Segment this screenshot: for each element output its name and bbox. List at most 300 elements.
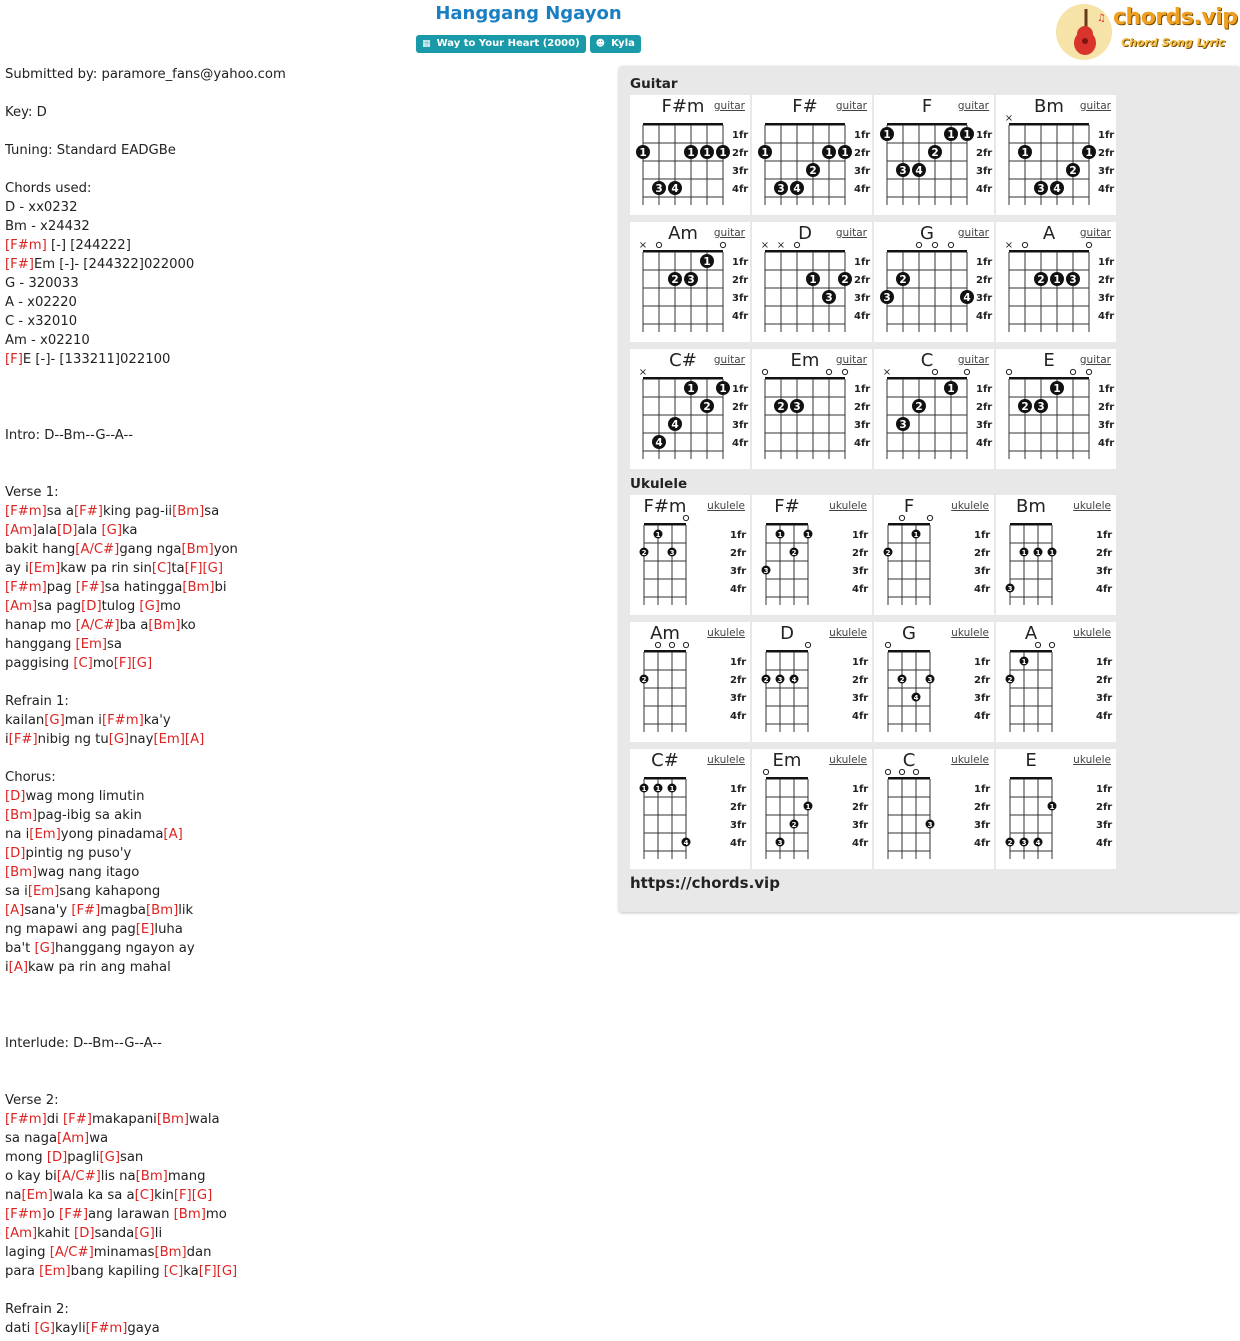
lyric-text: i <box>5 732 9 747</box>
instrument-link[interactable]: guitar <box>957 227 989 239</box>
fret-label: 4fr <box>974 711 991 722</box>
lyric-text: kayli <box>55 1321 86 1336</box>
chord-marker[interactable]: [F] <box>173 1188 192 1203</box>
lyric-line <box>5 141 605 160</box>
fret-label: 4fr <box>1098 311 1115 322</box>
finger-dot <box>668 272 682 286</box>
chord-marker[interactable]: [Bm] <box>182 580 215 595</box>
fret-label: 3fr <box>1096 566 1113 577</box>
lyric-line <box>5 882 605 901</box>
lyric-line <box>5 1072 605 1091</box>
lyric-text: wag mong limutin <box>25 789 145 804</box>
chord-marker[interactable]: [G] <box>134 1226 155 1241</box>
chord-marker[interactable]: [A] <box>5 903 25 918</box>
chord-marker[interactable]: [Bm] <box>135 1169 168 1184</box>
guitar-chord-card[interactable] <box>630 349 750 469</box>
ukulele-chord-card[interactable] <box>630 749 750 869</box>
svg-text:2: 2 <box>763 676 769 684</box>
chord-marker[interactable]: [F#m] <box>85 1321 128 1336</box>
lyric-text: mang <box>167 1169 206 1184</box>
finger-dot <box>880 127 894 141</box>
finger-dot <box>1050 181 1064 195</box>
fret-label: 1fr <box>1098 257 1115 268</box>
ukulele-chord-card[interactable] <box>630 495 750 615</box>
instrument-link[interactable]: guitar <box>713 100 745 112</box>
guitar-chord-card[interactable] <box>630 222 750 342</box>
lyric-text: ang larawan <box>87 1207 174 1222</box>
chord-marker[interactable]: [Bm] <box>156 1112 190 1127</box>
chord-marker[interactable]: [F#m] <box>5 1207 47 1222</box>
chord-name: Em <box>772 750 802 771</box>
ukulele-chord-card[interactable] <box>752 495 872 615</box>
fret-label: 3fr <box>732 166 749 177</box>
finger-dot <box>776 675 785 685</box>
fret-label: 4fr <box>730 838 747 849</box>
chord-marker[interactable]: [C] <box>163 1264 184 1279</box>
fret-label: 2fr <box>732 402 749 413</box>
svg-text:1: 1 <box>761 147 769 159</box>
fret-label: 3fr <box>730 566 747 577</box>
svg-text:3: 3 <box>899 419 907 431</box>
ukulele-chord-card[interactable] <box>630 622 750 742</box>
chord-marker[interactable]: [G] <box>191 1188 213 1203</box>
finger-dot <box>668 784 677 794</box>
chord-marker[interactable]: [G] <box>34 1321 55 1336</box>
chord-marker[interactable]: [D] <box>57 523 78 538</box>
chord-marker[interactable]: [D] <box>74 1226 95 1241</box>
svg-text:×: × <box>776 240 786 251</box>
guitar-section-title: Guitar <box>630 76 678 92</box>
fret-label: 4fr <box>730 584 747 595</box>
lyric-text: Submitted by: paramore_fans@yahoo.com <box>5 67 286 82</box>
chord-marker[interactable]: [F#] <box>63 1112 92 1127</box>
lyric-text: yon <box>213 542 238 557</box>
site-logo[interactable] <box>1055 3 1238 61</box>
ukulele-chord-card[interactable] <box>874 622 994 742</box>
chord-name: Em <box>790 350 820 371</box>
lyric-text: ba a <box>119 618 149 633</box>
lyric-line <box>5 616 605 635</box>
lyric-line <box>5 312 605 331</box>
chord-marker[interactable]: [E] <box>135 922 155 937</box>
chord-marker[interactable]: [F#] <box>5 257 34 272</box>
lyric-line <box>5 559 605 578</box>
chord-marker[interactable]: [G] <box>139 599 160 614</box>
chord-marker[interactable]: [F#] <box>75 580 105 595</box>
chord-marker[interactable]: [C] <box>73 656 93 671</box>
lyric-line <box>5 84 605 103</box>
lyric-text: D - xx0232 <box>5 200 78 215</box>
lyric-text: [-] [244222] <box>46 238 131 253</box>
lyric-text: sa i <box>5 884 28 899</box>
chord-marker[interactable]: [Em] <box>21 1188 53 1203</box>
lyric-line <box>5 160 605 179</box>
lyric-text: minamas <box>93 1245 155 1260</box>
chord-marker[interactable]: [Em] <box>39 1264 71 1279</box>
chord-marker[interactable]: [Em] <box>27 884 60 899</box>
guitar-chord-card[interactable] <box>752 95 872 215</box>
chord-marker[interactable]: [Am] <box>5 599 38 614</box>
lyric-line <box>5 198 605 217</box>
chord-marker[interactable]: [Bm] <box>148 618 181 633</box>
instrument-link[interactable]: guitar <box>713 354 745 366</box>
chord-marker[interactable]: [Em] <box>153 732 185 747</box>
fret-label: 1fr <box>852 784 869 795</box>
ukulele-chord-card[interactable] <box>996 749 1116 869</box>
lyric-text: man i <box>64 713 102 728</box>
svg-text:1: 1 <box>883 129 891 141</box>
fret-label: 2fr <box>852 548 869 559</box>
svg-text:2: 2 <box>809 165 817 177</box>
lyric-text: Chords used: <box>5 181 92 196</box>
chord-name: E <box>1043 350 1055 371</box>
lyric-line <box>5 1053 605 1072</box>
fret-label: 4fr <box>974 584 991 595</box>
svg-text:1: 1 <box>777 531 783 539</box>
chord-marker[interactable]: [F] <box>184 561 203 576</box>
svg-text:3: 3 <box>777 839 783 847</box>
site-url[interactable]: https://chords.vip <box>630 874 780 892</box>
chord-marker[interactable]: [G] <box>101 523 122 538</box>
fret-label: 3fr <box>976 293 993 304</box>
svg-text:1: 1 <box>1021 147 1029 159</box>
song-title[interactable]: Hanggang Ngayon <box>435 3 622 24</box>
finger-dot <box>1048 802 1057 812</box>
svg-text:1: 1 <box>1049 549 1055 557</box>
chord-marker[interactable]: [Em] <box>29 827 61 842</box>
svg-text:3: 3 <box>655 183 663 195</box>
album-tag[interactable] <box>416 35 586 53</box>
chord-marker[interactable]: [Am] <box>57 1131 90 1146</box>
finger-dot <box>758 145 772 159</box>
chord-marker[interactable]: [F#m] <box>5 1112 47 1127</box>
lyric-line <box>5 483 605 502</box>
fret-label: 3fr <box>1098 293 1115 304</box>
lyric-text: pagli <box>67 1150 100 1165</box>
svg-text:3: 3 <box>927 821 933 829</box>
finger-dot <box>880 290 894 304</box>
lyric-text: na <box>5 1188 22 1203</box>
ukulele-chord-card[interactable] <box>874 495 994 615</box>
chord-marker[interactable]: [G] <box>99 1150 120 1165</box>
chord-marker[interactable]: [F#m] <box>101 713 144 728</box>
svg-text:2: 2 <box>1007 839 1013 847</box>
lyric-line <box>5 1167 605 1186</box>
chord-marker[interactable]: [A/C#] <box>49 1245 94 1260</box>
lyric-line <box>5 255 605 274</box>
fret-label: 4fr <box>976 184 993 195</box>
chord-marker[interactable]: [A] <box>8 960 28 975</box>
artist-tag[interactable] <box>590 35 641 53</box>
chord-diagrams-panel <box>619 66 1240 912</box>
guitar-chord-card[interactable] <box>874 95 994 215</box>
instrument-link[interactable]: guitar <box>1079 100 1111 112</box>
guitar-chord-card[interactable] <box>996 222 1116 342</box>
finger-dot <box>1034 399 1048 413</box>
chord-marker[interactable]: [G] <box>108 732 130 747</box>
fret-label: 2fr <box>730 675 747 686</box>
svg-text:3: 3 <box>1021 839 1027 847</box>
fret-label: 2fr <box>974 675 991 686</box>
fret-label: 1fr <box>976 130 993 141</box>
chord-name: A <box>1042 223 1056 244</box>
svg-text:4: 4 <box>963 292 971 304</box>
finger-dot <box>822 290 836 304</box>
svg-text:1: 1 <box>809 274 817 286</box>
lyric-text: para <box>5 1264 40 1279</box>
instrument-link[interactable]: guitar <box>1079 227 1111 239</box>
svg-text:1: 1 <box>913 531 919 539</box>
instrument-link[interactable]: ukulele <box>951 500 989 512</box>
finger-dot <box>762 566 771 576</box>
finger-dot <box>790 181 804 195</box>
finger-dot <box>684 145 698 159</box>
chord-marker[interactable]: [A/C#] <box>75 618 120 633</box>
guitar-logo-icon <box>1055 3 1113 61</box>
lyric-line <box>5 1015 605 1034</box>
chord-marker[interactable]: [C] <box>134 1188 155 1203</box>
lyric-line <box>5 1110 605 1129</box>
lyric-text: makapani <box>91 1112 157 1127</box>
svg-text:1: 1 <box>1085 147 1093 159</box>
chord-marker[interactable]: [D] <box>46 1150 68 1165</box>
lyric-line <box>5 939 605 958</box>
finger-dot <box>944 381 958 395</box>
fret-label: 2fr <box>852 802 869 813</box>
svg-text:1: 1 <box>1021 658 1027 666</box>
chord-marker[interactable]: [Bm] <box>173 1207 206 1222</box>
chord-marker[interactable]: [Am] <box>5 1226 38 1241</box>
finger-dot <box>912 399 926 413</box>
finger-dot <box>774 399 788 413</box>
lyric-text: Refrain 1: <box>5 694 69 709</box>
fret-label: 4fr <box>1096 584 1113 595</box>
fret-label: 2fr <box>1098 275 1115 286</box>
instrument-link[interactable]: ukulele <box>707 500 745 512</box>
chord-marker[interactable]: [Bm] <box>154 1245 187 1260</box>
book-icon: ▦ <box>422 39 431 49</box>
svg-text:1: 1 <box>1053 274 1061 286</box>
fret-label: 3fr <box>854 293 871 304</box>
svg-text:1: 1 <box>947 383 955 395</box>
instrument-link[interactable]: ukulele <box>951 754 989 766</box>
fret-label: 2fr <box>1098 148 1115 159</box>
lyric-text: ta <box>171 561 185 576</box>
chord-name: E <box>1025 750 1037 771</box>
svg-text:1: 1 <box>687 147 695 159</box>
chord-marker[interactable]: [F] <box>5 352 23 367</box>
ukulele-chord-card[interactable] <box>996 495 1116 615</box>
chord-marker[interactable]: [Bm] <box>146 903 179 918</box>
fret-label: 3fr <box>976 420 993 431</box>
finger-dot <box>654 784 663 794</box>
svg-text:2: 2 <box>641 676 647 684</box>
instrument-link[interactable]: ukulele <box>829 500 867 512</box>
lyric-text: dati <box>5 1321 35 1336</box>
instrument-link[interactable]: guitar <box>835 354 867 366</box>
chord-marker[interactable]: [F#] <box>59 1207 88 1222</box>
lyric-line <box>5 407 605 426</box>
lyric-text: Verse 1: <box>5 485 59 500</box>
guitar-chord-card[interactable] <box>996 95 1116 215</box>
chord-marker[interactable]: [Em] <box>75 637 108 652</box>
chord-marker[interactable]: [G] <box>202 561 224 576</box>
lyric-text: Bm - x24432 <box>5 219 90 234</box>
chord-marker[interactable]: [A] <box>184 732 205 747</box>
instrument-link[interactable]: ukulele <box>707 627 745 639</box>
fret-label: 4fr <box>730 711 747 722</box>
fret-label: 3fr <box>974 693 991 704</box>
instrument-link[interactable]: guitar <box>1079 354 1111 366</box>
ukulele-chord-card[interactable] <box>874 749 994 869</box>
lyric-text: o <box>46 1207 60 1222</box>
chord-marker[interactable]: [Am] <box>5 523 38 538</box>
svg-text:3: 3 <box>793 401 801 413</box>
lyric-text: ba't <box>5 941 35 956</box>
chord-marker[interactable]: [A] <box>163 827 183 842</box>
svg-text:2: 2 <box>899 274 907 286</box>
chord-marker[interactable]: [G] <box>44 713 65 728</box>
fret-label: 3fr <box>730 820 747 831</box>
finger-dot <box>1034 181 1048 195</box>
lyric-text: ka <box>122 523 138 538</box>
guitar-chord-card[interactable] <box>874 222 994 342</box>
chord-marker[interactable]: [Bm] <box>5 865 38 880</box>
instrument-link[interactable]: guitar <box>835 227 867 239</box>
instrument-link[interactable]: ukulele <box>1073 754 1111 766</box>
finger-dot <box>668 417 682 431</box>
lyric-line <box>5 787 605 806</box>
lyric-text: kailan <box>5 713 45 728</box>
fret-label: 1fr <box>852 530 869 541</box>
instrument-link[interactable]: guitar <box>957 100 989 112</box>
artist-tag-label: Kyla <box>611 38 635 49</box>
svg-text:3: 3 <box>1037 183 1045 195</box>
chord-marker[interactable]: [D] <box>5 789 26 804</box>
finger-dot <box>806 272 820 286</box>
chord-marker[interactable]: [G] <box>34 941 55 956</box>
svg-text:1: 1 <box>805 531 811 539</box>
chord-marker[interactable]: [F] <box>198 1264 217 1279</box>
fret-label: 4fr <box>852 711 869 722</box>
finger-dot <box>700 399 714 413</box>
chord-marker[interactable]: [G] <box>216 1264 238 1279</box>
lyric-line <box>5 217 605 236</box>
chord-marker[interactable]: [D] <box>5 846 26 861</box>
lyric-text: tulog <box>101 599 140 614</box>
finger-dot <box>912 693 921 703</box>
chord-marker[interactable]: [C] <box>151 561 172 576</box>
lyric-text: sanda <box>94 1226 135 1241</box>
lyric-text: sa <box>204 504 220 519</box>
svg-text:3: 3 <box>687 274 695 286</box>
chord-name: C <box>902 750 916 771</box>
guitar-chord-card[interactable] <box>752 349 872 469</box>
lyric-line <box>5 426 605 445</box>
svg-text:3: 3 <box>1037 401 1045 413</box>
lyric-line <box>5 768 605 787</box>
lyric-text: di <box>46 1112 64 1127</box>
chord-marker[interactable]: [F] <box>113 656 132 671</box>
lyric-text: E [-]- [133211]022100 <box>22 352 171 367</box>
fret-label: 3fr <box>976 166 993 177</box>
ukulele-chord-card[interactable] <box>996 622 1116 742</box>
instrument-link[interactable]: ukulele <box>1073 500 1111 512</box>
chord-marker[interactable]: [Bm] <box>5 808 38 823</box>
fret-label: 1fr <box>854 130 871 141</box>
chord-marker[interactable]: [A/C#] <box>75 542 120 557</box>
fret-label: 4fr <box>854 184 871 195</box>
instrument-link[interactable]: ukulele <box>707 754 745 766</box>
finger-dot <box>790 675 799 685</box>
svg-text:1: 1 <box>947 129 955 141</box>
chord-marker[interactable]: [F#m] <box>5 580 47 595</box>
ukulele-chord-card[interactable] <box>752 622 872 742</box>
chord-marker[interactable]: [F#m] <box>5 238 47 253</box>
chord-name: C <box>920 350 934 371</box>
finger-dot <box>776 530 785 540</box>
lyric-text: pintig ng puso'y <box>25 846 132 861</box>
chord-marker[interactable]: [F#] <box>74 504 103 519</box>
guitar-chord-card[interactable] <box>752 222 872 342</box>
svg-text:3: 3 <box>1069 274 1077 286</box>
guitar-chord-card[interactable] <box>996 349 1116 469</box>
chord-marker[interactable]: [Bm] <box>181 542 214 557</box>
chord-marker[interactable]: [F#] <box>8 732 38 747</box>
lyric-line <box>5 122 605 141</box>
lyric-text: gaya <box>127 1321 160 1336</box>
instrument-link[interactable]: ukulele <box>829 627 867 639</box>
lyric-text: na i <box>5 827 30 842</box>
guitar-chord-card[interactable] <box>630 95 750 215</box>
fret-label: 1fr <box>730 530 747 541</box>
fret-label: 1fr <box>732 257 749 268</box>
fret-label: 4fr <box>974 838 991 849</box>
finger-dot <box>822 145 836 159</box>
guitar-chord-card[interactable] <box>874 349 994 469</box>
lyric-text: nay <box>129 732 154 747</box>
svg-text:4: 4 <box>793 183 801 195</box>
chord-name: C# <box>669 350 697 371</box>
instrument-link[interactable]: guitar <box>713 227 745 239</box>
svg-text:1: 1 <box>655 531 661 539</box>
instrument-link[interactable]: ukulele <box>951 627 989 639</box>
finger-dot <box>1020 657 1029 667</box>
chord-marker[interactable]: [A/C#] <box>56 1169 101 1184</box>
ukulele-chord-card[interactable] <box>752 749 872 869</box>
chord-marker[interactable]: [G] <box>131 656 153 671</box>
finger-dot <box>884 548 893 558</box>
instrument-link[interactable]: ukulele <box>1073 627 1111 639</box>
instrument-link[interactable]: guitar <box>957 354 989 366</box>
svg-text:3: 3 <box>777 676 783 684</box>
lyric-text: kaw pa rin ang mahal <box>27 960 171 975</box>
chord-marker[interactable]: [F#] <box>71 903 101 918</box>
instrument-link[interactable]: ukulele <box>829 754 867 766</box>
chord-marker[interactable]: [F#m] <box>5 504 47 519</box>
chord-marker[interactable]: [Bm] <box>172 504 205 519</box>
fret-label: 2fr <box>1098 402 1115 413</box>
finger-dot <box>1018 145 1032 159</box>
instrument-link[interactable]: guitar <box>835 100 867 112</box>
svg-text:×: × <box>638 367 648 378</box>
fret-label: 4fr <box>732 184 749 195</box>
chord-marker[interactable]: [Em] <box>28 561 61 576</box>
svg-text:4: 4 <box>671 183 679 195</box>
chord-marker[interactable]: [D] <box>81 599 102 614</box>
lyric-text: wag nang itago <box>37 865 140 880</box>
chord-name: Am <box>668 223 698 244</box>
